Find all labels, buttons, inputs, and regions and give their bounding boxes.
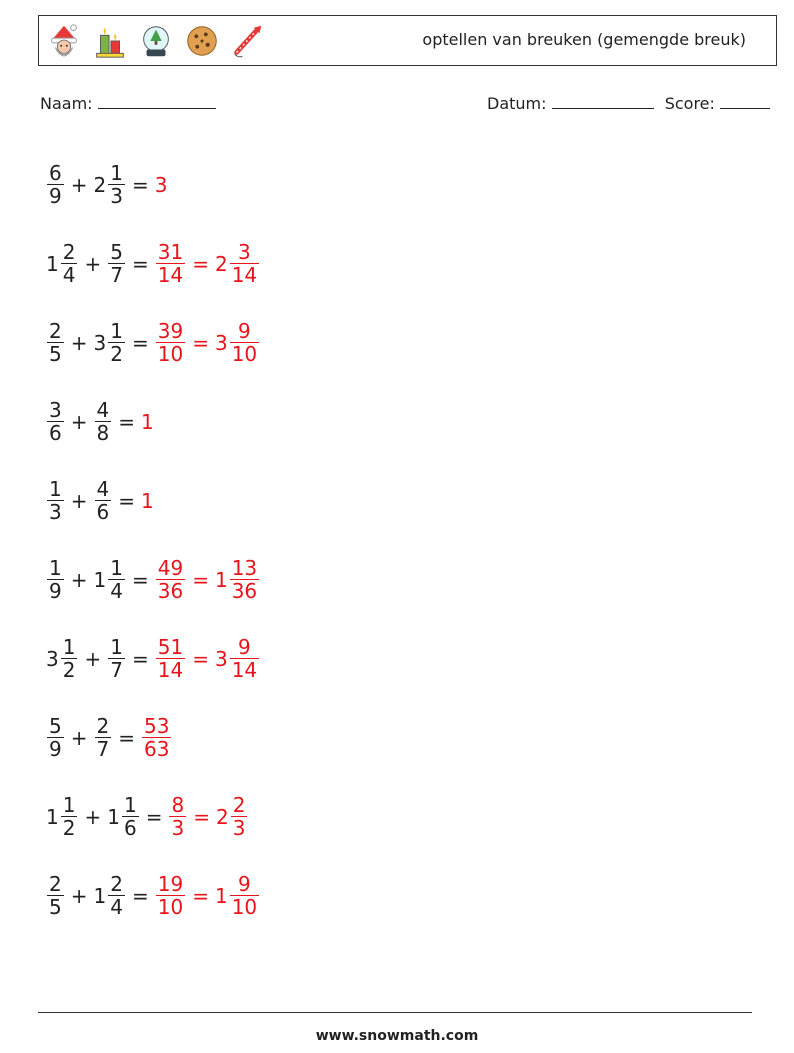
answer-equals-sign: = <box>193 804 210 829</box>
operand-a-numerator: 5 <box>49 714 62 738</box>
equals-sign: = <box>145 804 163 829</box>
answer-part-whole: 2 <box>215 804 229 829</box>
answer-part-numerator: 19 <box>157 872 184 896</box>
answer-part-denominator: 14 <box>157 658 184 682</box>
answer-part-denominator: 63 <box>144 737 170 761</box>
operand-b-numerator: 1 <box>110 319 123 343</box>
operand-b-denominator: 7 <box>110 658 123 682</box>
candles-icon <box>91 22 129 60</box>
answer-part-fraction <box>156 320 185 365</box>
answer-part-numerator: 13 <box>231 556 258 580</box>
answer <box>155 241 260 286</box>
operand-a-denominator: 9 <box>49 184 62 208</box>
answer-part-numerator: 9 <box>238 635 251 659</box>
operand-a-fraction <box>47 399 64 444</box>
answer-part-denominator: 14 <box>231 658 258 682</box>
answer-part-denominator: 10 <box>157 895 184 919</box>
answer-part-fraction <box>156 557 185 602</box>
cookie-icon <box>183 22 221 60</box>
operand-a-denominator: 2 <box>62 658 76 682</box>
operand-b-numerator: 5 <box>110 240 123 264</box>
date-line <box>552 94 654 109</box>
answer-equals-sign: = <box>192 330 209 355</box>
operand-a-fraction <box>61 241 78 286</box>
answer-part-fraction <box>169 794 186 839</box>
answer <box>155 873 260 918</box>
operand-a-numerator: 1 <box>62 635 76 659</box>
name-field <box>40 94 216 113</box>
answer-part-denominator: 14 <box>231 263 258 287</box>
operand-b-fraction <box>95 399 112 444</box>
answer <box>155 173 169 197</box>
operand-b-numerator: 1 <box>123 793 137 817</box>
operand-a-fraction <box>47 873 64 918</box>
problem-row <box>46 777 260 856</box>
answer-part-whole: 2 <box>214 251 228 276</box>
answer <box>155 320 260 365</box>
answer <box>141 715 172 760</box>
operand-b-denominator: 4 <box>110 895 123 919</box>
operand-b-numerator: 1 <box>110 635 123 659</box>
operand-b-numerator: 2 <box>110 872 123 896</box>
answer-part-whole: 1 <box>141 409 154 434</box>
answer-part-numerator: 9 <box>238 872 251 896</box>
answer-part-numerator: 8 <box>171 793 185 817</box>
operand-b-numerator: 1 <box>110 556 123 580</box>
answer-part-whole: 3 <box>214 646 228 671</box>
operand-b-whole: 1 <box>93 567 107 592</box>
plus-sign: + <box>70 883 88 908</box>
equals-sign: = <box>131 251 149 276</box>
operand-b-denominator: 2 <box>110 342 123 366</box>
problem-row <box>46 461 260 540</box>
problem-row <box>46 145 260 224</box>
plus-sign: + <box>84 251 102 276</box>
operand-a-denominator: 6 <box>49 421 62 445</box>
answer-part-whole: 3 <box>214 330 228 355</box>
answer-part-numerator: 49 <box>157 556 184 580</box>
operand-a-fraction <box>61 636 78 681</box>
answer-part-numerator: 51 <box>157 635 184 659</box>
problem-row <box>46 224 260 303</box>
operand-a-whole: 1 <box>46 804 59 829</box>
operand-a-numerator: 1 <box>49 556 62 580</box>
operand-a-fraction <box>47 715 64 760</box>
operand-b-fraction <box>108 241 125 286</box>
footer-site: www.snowmath.com <box>315 1028 479 1044</box>
name-line <box>98 94 216 109</box>
answer-part-fraction <box>230 557 259 602</box>
operand-a-fraction <box>47 320 64 365</box>
problem-row <box>46 540 260 619</box>
operand-b-whole: 3 <box>93 330 107 355</box>
equals-sign: = <box>118 725 135 750</box>
operand-a-whole: 3 <box>46 646 59 671</box>
answer-part-numerator: 3 <box>238 240 251 264</box>
plus-sign: + <box>70 330 88 355</box>
operand-b-numerator: 1 <box>110 161 123 185</box>
operand-a-denominator: 9 <box>49 579 62 603</box>
answer-part-fraction <box>230 241 259 286</box>
answer-part-fraction <box>230 873 259 918</box>
operand-a-fraction <box>61 794 78 839</box>
answer-part-fraction <box>230 320 259 365</box>
plus-sign: + <box>70 409 88 434</box>
equals-sign: = <box>131 567 149 592</box>
operand-b-fraction <box>95 715 112 760</box>
operand-b-denominator: 7 <box>110 263 123 287</box>
operand-a-whole: 1 <box>46 251 59 276</box>
answer-part-whole: 1 <box>141 488 154 513</box>
plus-sign: + <box>70 488 88 513</box>
date-score-fields <box>487 94 770 113</box>
operand-a-denominator: 5 <box>49 895 62 919</box>
problem-row <box>46 303 260 382</box>
answer-part-fraction <box>156 241 185 286</box>
answer-part-fraction <box>230 636 259 681</box>
date-label: Datum: <box>487 94 547 113</box>
operand-b-fraction <box>95 478 112 523</box>
answer-part-numerator: 9 <box>238 319 251 343</box>
operand-a-denominator: 3 <box>49 500 62 524</box>
plus-sign: + <box>84 646 102 671</box>
operand-a-numerator: 1 <box>62 793 76 817</box>
answer-equals-sign: = <box>192 646 209 671</box>
header-box <box>38 15 777 66</box>
operand-a-numerator: 6 <box>49 161 62 185</box>
operand-a-denominator: 9 <box>49 737 62 761</box>
operand-b-numerator: 2 <box>96 714 110 738</box>
operand-b-fraction <box>122 794 139 839</box>
plus-sign: + <box>70 172 88 197</box>
operand-a-denominator: 2 <box>62 816 76 840</box>
firework-rocket-icon <box>229 22 267 60</box>
worksheet-title: optellen van breuken (gemengde breuk) <box>422 30 746 49</box>
answer-part-denominator: 36 <box>157 579 184 603</box>
name-label: Naam: <box>40 94 93 113</box>
operand-a-denominator: 5 <box>49 342 62 366</box>
answer-part-denominator: 10 <box>231 895 258 919</box>
score-label: Score: <box>664 94 715 113</box>
operand-b-denominator: 6 <box>96 500 110 524</box>
answer-equals-sign: = <box>192 251 209 276</box>
plus-sign: + <box>84 804 102 829</box>
problem-row <box>46 382 260 461</box>
operand-b-denominator: 8 <box>96 421 110 445</box>
answer-equals-sign: = <box>192 883 209 908</box>
equals-sign: = <box>118 409 135 434</box>
answer-part-fraction <box>142 715 171 760</box>
answer-part-denominator: 10 <box>157 342 184 366</box>
problem-list <box>46 145 260 935</box>
operand-b-fraction <box>108 162 125 207</box>
answer-part-whole: 1 <box>214 567 228 592</box>
problem-row <box>46 856 260 935</box>
answer <box>141 410 155 434</box>
answer <box>141 489 155 513</box>
problem-row <box>46 698 260 777</box>
operand-b-whole: 1 <box>93 883 107 908</box>
answer-part-fraction <box>156 873 185 918</box>
answer-part-numerator: 31 <box>157 240 184 264</box>
operand-b-denominator: 7 <box>96 737 110 761</box>
answer-part-denominator: 3 <box>232 816 246 840</box>
answer-part-fraction <box>156 636 185 681</box>
operand-b-fraction <box>108 320 125 365</box>
operand-b-whole: 2 <box>93 172 107 197</box>
header-icons <box>45 21 267 61</box>
equals-sign: = <box>131 330 149 355</box>
score-line <box>720 94 770 109</box>
operand-a-denominator: 4 <box>62 263 76 287</box>
santa-icon <box>45 22 83 60</box>
operand-b-fraction <box>108 873 125 918</box>
operand-b-numerator: 4 <box>96 398 110 422</box>
operand-b-fraction <box>108 557 125 602</box>
answer-part-numerator: 39 <box>157 319 184 343</box>
operand-b-numerator: 4 <box>96 477 110 501</box>
answer-part-fraction <box>231 794 248 839</box>
operand-a-numerator: 1 <box>49 477 62 501</box>
answer <box>168 794 248 839</box>
plus-sign: + <box>70 725 88 750</box>
answer-part-denominator: 10 <box>231 342 258 366</box>
operand-b-denominator: 6 <box>123 816 137 840</box>
operand-a-fraction <box>47 162 64 207</box>
operand-a-fraction <box>47 557 64 602</box>
answer-part-denominator: 3 <box>171 816 185 840</box>
answer-part-whole: 1 <box>214 883 228 908</box>
operand-b-fraction <box>108 636 125 681</box>
answer-part-numerator: 53 <box>144 714 170 738</box>
equals-sign: = <box>131 172 149 197</box>
equals-sign: = <box>131 883 149 908</box>
operand-b-denominator: 3 <box>110 184 123 208</box>
footer-divider <box>38 1012 752 1013</box>
operand-b-denominator: 4 <box>110 579 123 603</box>
answer <box>155 636 260 681</box>
operand-a-numerator: 2 <box>49 319 62 343</box>
operand-a-numerator: 3 <box>49 398 62 422</box>
answer-equals-sign: = <box>192 567 209 592</box>
answer-part-whole: 3 <box>154 172 168 197</box>
equals-sign: = <box>118 488 135 513</box>
answer-part-denominator: 36 <box>231 579 258 603</box>
answer-part-denominator: 14 <box>157 263 184 287</box>
equals-sign: = <box>131 646 149 671</box>
operand-b-whole: 1 <box>107 804 120 829</box>
operand-a-numerator: 2 <box>49 872 62 896</box>
snow-globe-icon <box>137 22 175 60</box>
plus-sign: + <box>70 567 88 592</box>
operand-a-fraction <box>47 478 64 523</box>
answer <box>155 557 260 602</box>
answer-part-numerator: 2 <box>232 793 246 817</box>
problem-row <box>46 619 260 698</box>
operand-a-numerator: 2 <box>62 240 76 264</box>
